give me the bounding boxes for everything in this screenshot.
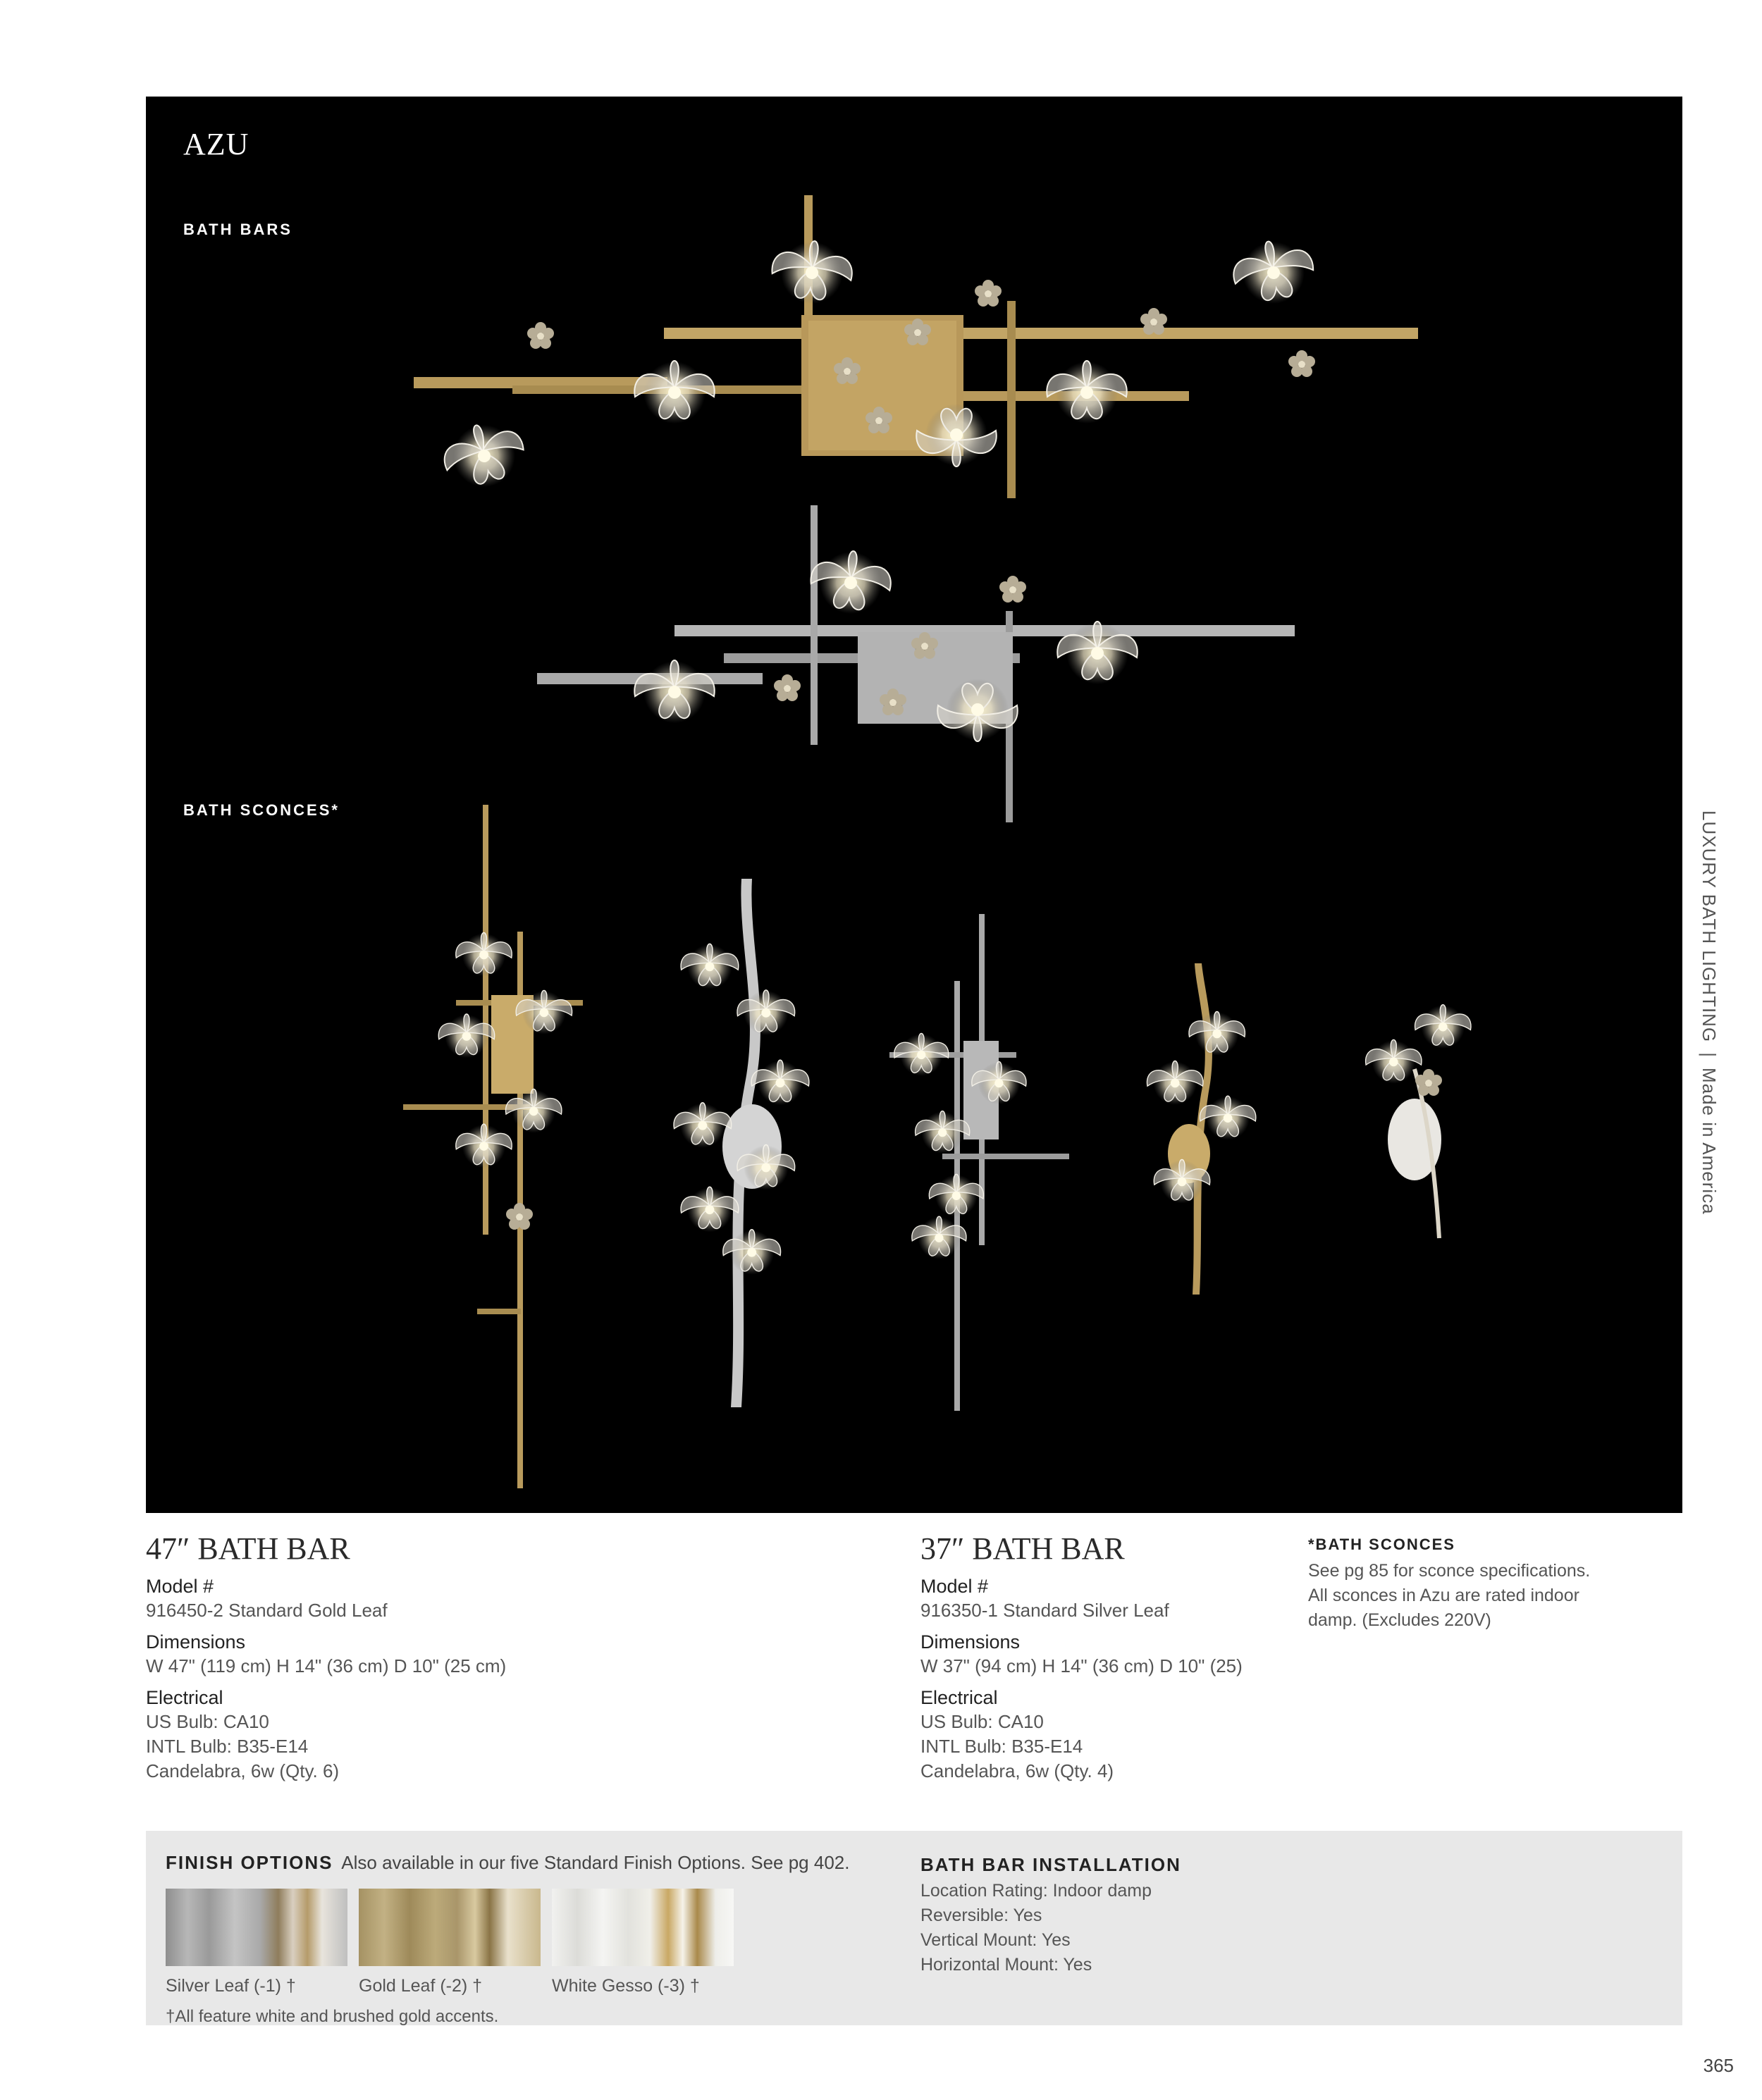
swatch-label: Silver Leaf (-1) †	[166, 1976, 296, 1996]
model-label: Model #	[146, 1576, 214, 1597]
swatch-silver-leaf	[166, 1889, 347, 1966]
finish-options-panel	[146, 1831, 1682, 2025]
electrical-line: Candelabra, 6w (Qty. 4)	[920, 1760, 1114, 1781]
sconce-note-line: damp. (Excludes 220V)	[1308, 1610, 1491, 1630]
collection-title: AZU	[183, 127, 249, 161]
swatch-gold-leaf	[359, 1889, 541, 1966]
sconce-gold-tall-photo	[403, 805, 583, 1488]
sconce-gold-vine-photo	[1147, 963, 1255, 1295]
installation-line: Horizontal Mount: Yes	[920, 1955, 1092, 1975]
product-photo-art	[146, 97, 1682, 1513]
finish-heading-row	[166, 1852, 849, 1874]
page-number: 365	[1703, 2055, 1734, 2076]
electrical-line: INTL Bulb: B35-E14	[146, 1736, 309, 1757]
electrical-line: Candelabra, 6w (Qty. 6)	[146, 1760, 340, 1781]
sconce-silver-vine-photo	[674, 879, 809, 1407]
bath-bar-37-photo	[537, 505, 1295, 822]
installation-line: Location Rating: Indoor damp	[920, 1881, 1152, 1901]
model-value: 916350-1 Standard Silver Leaf	[920, 1600, 1169, 1621]
sconce-note-heading: *BATH SCONCES	[1308, 1536, 1455, 1553]
bath-bar-47-photo	[414, 195, 1418, 498]
sconce-note-line: All sconces in Azu are rated indoor	[1308, 1586, 1579, 1605]
side-section-label	[1698, 810, 1720, 1215]
side-label-sub: Made in America	[1699, 1067, 1720, 1215]
bath-sconces-label: BATH SCONCES*	[183, 801, 340, 819]
electrical-line: US Bulb: CA10	[146, 1711, 269, 1732]
bath-bars-label: BATH BARS	[183, 221, 292, 238]
installation-heading: BATH BAR INSTALLATION	[920, 1854, 1181, 1875]
swatch-label: Gold Leaf (-2) †	[359, 1976, 483, 1996]
model-value: 916450-2 Standard Gold Leaf	[146, 1600, 388, 1621]
product-title: 37″ BATH BAR	[920, 1531, 1125, 1566]
finish-subtext: Also available in our five Standard Finish Options. See pg 402.	[341, 1852, 850, 1873]
finish-heading: FINISH OPTIONS	[166, 1852, 333, 1873]
installation-line: Reversible: Yes	[920, 1906, 1042, 1925]
installation-info	[920, 1851, 1414, 1977]
electrical-line: INTL Bulb: B35-E14	[920, 1736, 1083, 1757]
sconce-white-small-photo	[1366, 1005, 1471, 1238]
electrical-label: Electrical	[920, 1687, 998, 1708]
sconce-silver-tall-photo	[889, 914, 1069, 1411]
finish-footnote: †All feature white and brushed gold accents.	[166, 2007, 499, 2026]
product-spec-37	[920, 1531, 1301, 1784]
dimensions-label: Dimensions	[146, 1631, 246, 1653]
dimensions-value: W 47" (119 cm) H 14" (36 cm) D 10" (25 cm)	[146, 1655, 507, 1676]
dimensions-value: W 37" (94 cm) H 14" (36 cm) D 10" (25)	[920, 1655, 1243, 1676]
electrical-label: Electrical	[146, 1687, 223, 1708]
sconce-note	[1308, 1531, 1632, 1633]
installation-line: Vertical Mount: Yes	[920, 1930, 1071, 1950]
swatch-white-gesso	[552, 1889, 734, 1966]
hero-image-panel	[146, 97, 1682, 1513]
side-label-main: LUXURY BATH LIGHTING	[1699, 810, 1720, 1043]
product-spec-47	[146, 1531, 886, 1784]
sconce-note-line: See pg 85 for sconce specifications.	[1308, 1561, 1591, 1581]
dimensions-label: Dimensions	[920, 1631, 1021, 1653]
side-label-separator: |	[1699, 1052, 1720, 1058]
product-title: 47″ BATH BAR	[146, 1531, 350, 1566]
electrical-line: US Bulb: CA10	[920, 1711, 1044, 1732]
swatch-label: White Gesso (-3) †	[552, 1976, 700, 1996]
model-label: Model #	[920, 1576, 989, 1597]
